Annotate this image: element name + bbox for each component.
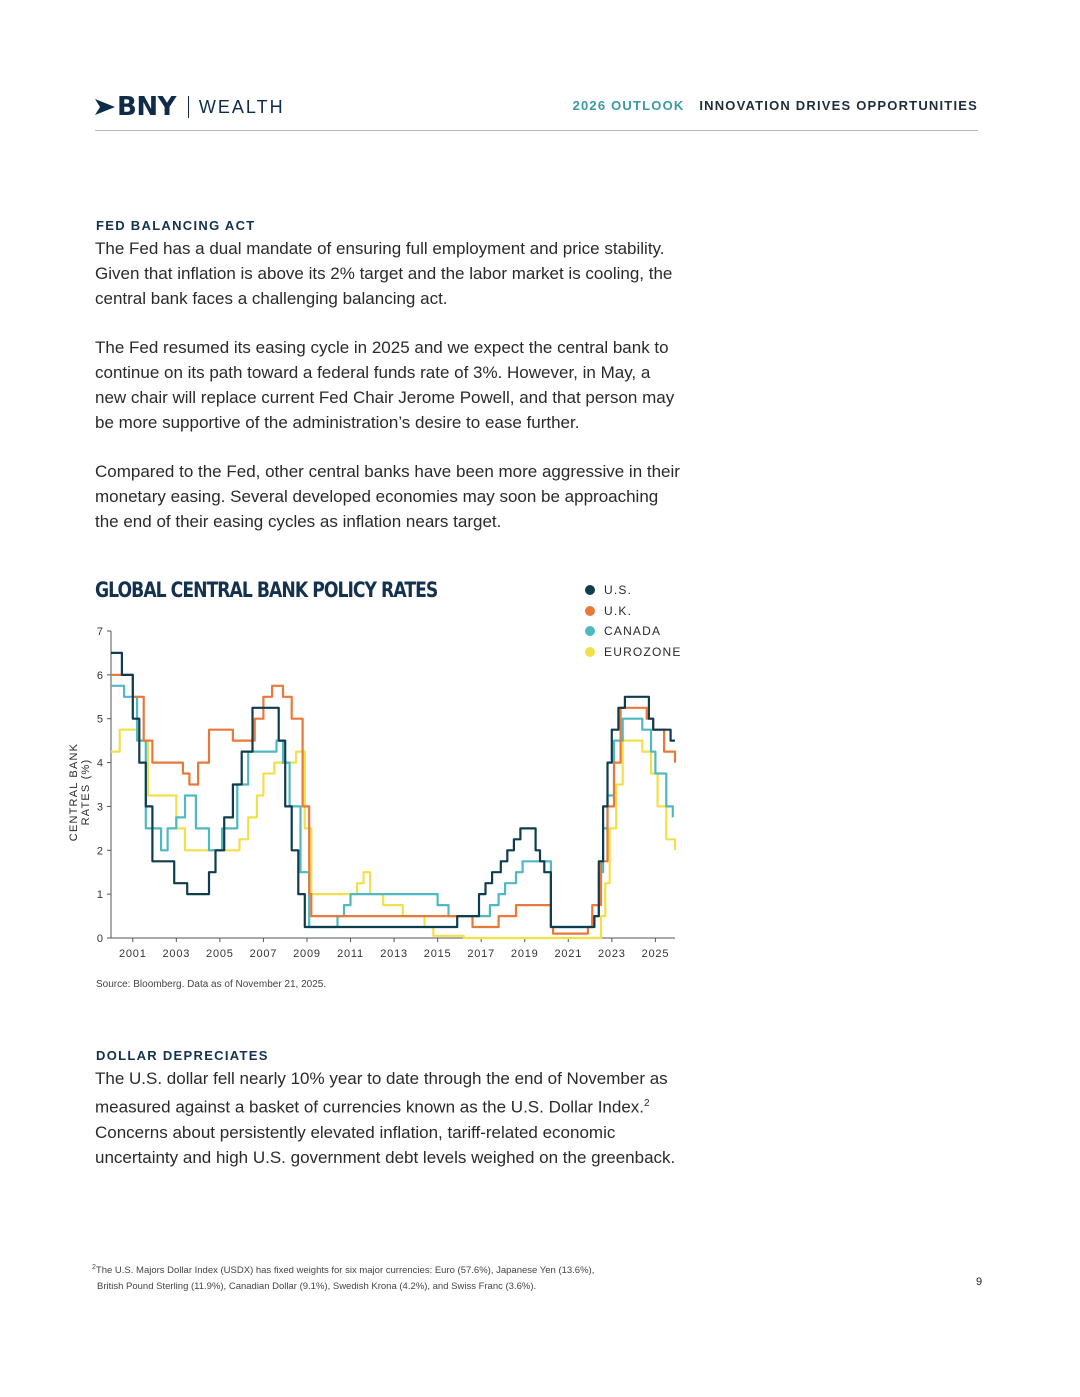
x-tick-label: 2013	[380, 948, 408, 960]
page-number: 9	[976, 1276, 983, 1288]
x-tick-label: 2007	[249, 948, 278, 960]
report-tagline: INNOVATION DRIVES OPPORTUNITIES	[699, 98, 978, 113]
y-tick-label: 7	[96, 626, 103, 638]
chart-source: Source: Bloomberg. Data as of November 21, 2025.	[96, 979, 327, 990]
x-tick-label: 2011	[337, 948, 364, 960]
series-line-canada	[111, 686, 673, 927]
y-tick-label: 6	[96, 669, 103, 682]
y-tick-label: 3	[96, 801, 103, 814]
y-tick-label: 4	[96, 757, 103, 770]
chart-series	[111, 653, 675, 938]
legend-label-canada: CANADA	[604, 624, 662, 639]
legend-label-eurozone: EUROZONE	[604, 644, 682, 659]
footnote-marker: 2	[92, 1264, 96, 1271]
dollar-text-after: Concerns about persistently elevated inflation, tariff-related economic uncertainty and high U.S. government debt levels weighed on the greenback.	[95, 1122, 676, 1167]
x-tick-label: 2025	[641, 948, 670, 960]
y-tick-label: 2	[96, 845, 103, 858]
fed-paragraph-3: Compared to the Fed, other central banks have been more aggressive in their monetary easing. Several developed economies may soon be approaching the end of their easing cycles as inflation nears target.	[95, 462, 680, 531]
chart-axes	[97, 626, 675, 960]
footnote-text-2: British Pound Sterling (11.9%), Canadian Dollar (9.1%), Swedish Krona (4.2%), and Swiss Franc (3.6%).	[97, 1281, 537, 1293]
fed-paragraph-1: The Fed has a dual mandate of ensuring full employment and price stability. Given that inflation is above its 2% target and the labor market is cooling, the central bank faces a challenging balancing act.	[95, 239, 673, 308]
x-tick-label: 2017	[467, 948, 496, 960]
x-tick-label: 2003	[162, 948, 191, 960]
brand-division: WEALTH	[198, 96, 285, 117]
dollar-section-title: DOLLAR DEPRECIATES	[96, 1048, 269, 1063]
x-tick-label: 2001	[118, 948, 147, 960]
y-tick-label: 0	[96, 933, 103, 945]
y-tick-label: 5	[96, 713, 103, 726]
x-tick-label: 2015	[423, 948, 452, 960]
outlook-label: 2026 OUTLOOK	[572, 98, 685, 113]
x-tick-label: 2009	[293, 948, 321, 960]
footnote	[92, 1260, 692, 1295]
chart-title: GLOBAL CENTRAL BANK POLICY RATES	[95, 578, 438, 602]
fed-paragraph-2: The Fed resumed its easing cycle in 2025 and we expect the central bank to continue on its path toward a federal funds rate of 3%. However, in May, a new chair will replace current Fed Chair Jerome Powell, and that person may be more supportive of the administration’s desire to ease further.	[95, 338, 675, 432]
series-line-us	[111, 653, 675, 927]
y-axis-label: CENTRAL BANK RATES (%)	[68, 742, 92, 842]
footnote-line-2	[92, 1279, 692, 1295]
x-tick-label: 2023	[598, 948, 626, 960]
footnote-line-1	[92, 1260, 692, 1279]
brand-name: BNY	[117, 92, 176, 122]
x-tick-label: 2021	[554, 948, 583, 960]
footnote-ref: 2	[644, 1098, 650, 1109]
fed-section-title: FED BALANCING ACT	[96, 218, 256, 233]
legend-label-uk: U.K.	[604, 603, 633, 618]
dollar-paragraph	[95, 1066, 680, 1170]
dollar-text-before: The U.S. dollar fell nearly 10% year to date through the end of November as measured against a basket of currencies known as the U.S. Dollar Index.	[95, 1069, 668, 1117]
series-line-eurozone	[111, 730, 675, 938]
y-tick-label: 1	[96, 889, 103, 902]
x-tick-label: 2019	[510, 948, 539, 960]
x-tick-label: 2005	[206, 948, 234, 960]
legend-label-us: U.S.	[604, 583, 633, 598]
footnote-text-1: The U.S. Majors Dollar Index (USDX) has fixed weights for six major currencies: Euro (57.6%), Japanese Yen (13.6%),	[95, 1265, 595, 1277]
